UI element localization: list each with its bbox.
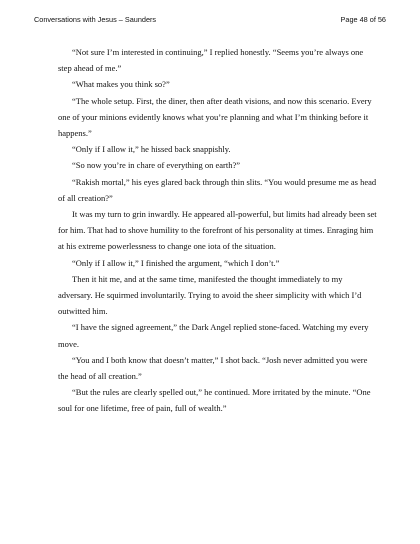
paragraph: “But the rules are clearly spelled out,” he continued. More irritated by the minute. “One soul for one lifetime, free of pain, full of wealth.” <box>58 387 371 414</box>
paragraph: “Only if I allow it,” he hissed back snappishly. <box>72 144 231 155</box>
paragraph: “I have the signed agreement,” the Dark Angel replied stone-faced. Watching my every move. <box>58 322 369 349</box>
paragraph: “Not sure I’m interested in continuing,” I replied honestly. “Seems you’re always one step ahead of me.” <box>58 47 364 74</box>
paragraph: It was my turn to grin inwardly. He appeared all-powerful, but limits had already been set for him. That had to shove humility to the forefront of his personality at times. Enraging him at his extreme powerlessness to change one iota of the situation. <box>58 209 377 252</box>
body-text <box>58 44 378 417</box>
paragraph: “You and I both know that doesn’t matter,” I shot back. “Josh never admitted you were the head of all creation.” <box>58 354 368 382</box>
page-header <box>34 15 386 27</box>
paragraph: “So now you’re in chare of everything on earth?” <box>72 160 241 171</box>
paragraph: Then it hit me, and at the same time, manifested the thought immediately to my adversary. He squirmed involuntarily. Trying to avoid the sheer simplicity with which I’d outwitted him. <box>58 273 362 317</box>
paragraph: “The whole setup. First, the diner, then after death visions, and now this scenario. Every one of your minions evidently knows what you’re planning and what I’m thinking before it happens.” <box>58 95 372 139</box>
document-title: Conversations with Jesus – Saunders <box>34 15 157 24</box>
paragraph: “Rakish mortal,” his eyes glared back through thin slits. “You would presume me as head of all creation?” <box>58 176 377 203</box>
paragraph: “Only if I allow it,” I finished the argument, “which I don’t.” <box>72 257 280 268</box>
page-number: Page 48 of 56 <box>340 15 386 24</box>
paragraph: “What makes you think so?” <box>72 79 170 90</box>
